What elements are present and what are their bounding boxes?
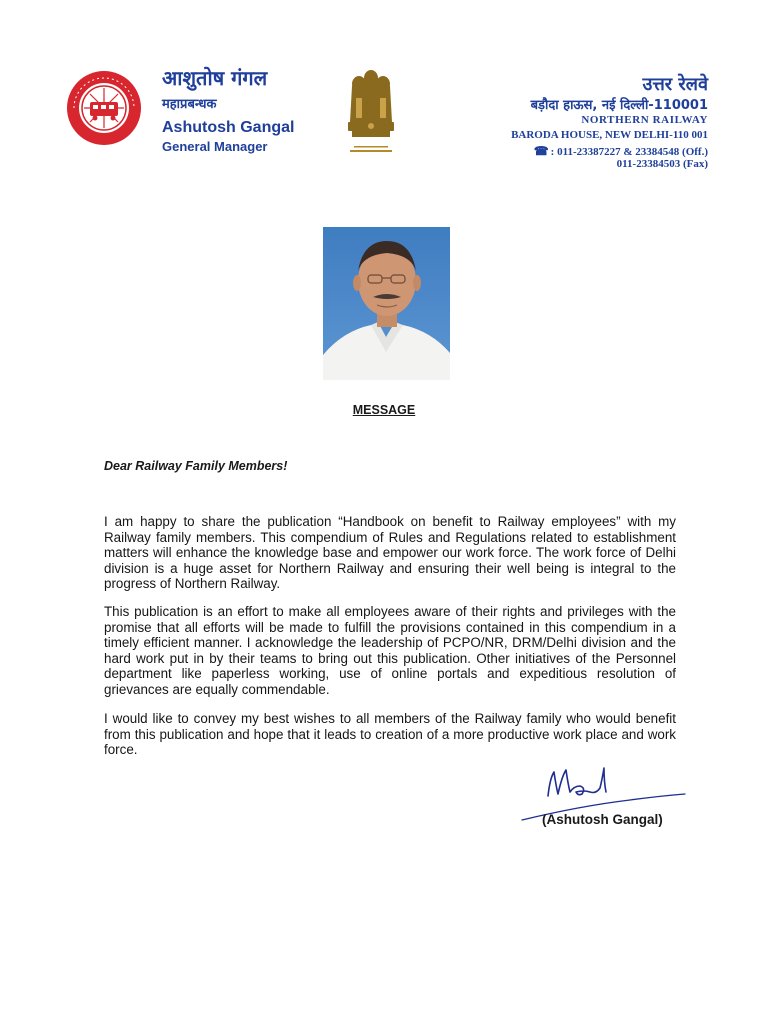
org-name-hindi: उत्तर रेलवे xyxy=(642,74,708,95)
fax-line: 011-23384503 (Fax) xyxy=(616,158,708,170)
state-emblem xyxy=(342,64,400,164)
salutation: Dear Railway Family Members! xyxy=(104,459,288,473)
officer-name: Ashutosh Gangal xyxy=(162,119,295,136)
officer-name-hindi: आशुतोष गंगल xyxy=(162,66,268,90)
phone-numbers: : 011-23387227 & 23384548 (Off.) xyxy=(550,146,708,158)
signatory-name: (Ashutosh Gangal) xyxy=(542,812,663,827)
message-paragraph: I am happy to share the publication “Handbook on benefit to Railway employees” with my Railway family members. This compendium of Rules and Regulations related to establishment matters will enhance the knowledge base and empower our work force. The work force of Delhi division is a huge asset for Northern Railway and ensuring their well being is integral to the progress of Northern Railway. xyxy=(104,514,676,592)
portrait-photo xyxy=(323,227,450,380)
telephone-icon: ☎ xyxy=(533,144,549,158)
phone-line xyxy=(534,144,708,159)
message-paragraph: This publication is an effort to make all employees aware of their rights and privileges with the promise that all efforts will be made to fulfill the provisions contained in this compendium in a timely efficient manner. I acknowledge the leadership of PCPO/NR, DRM/Delhi division and the hard work put in by their teams to bring out this publication. Other initiatives of the Personnel department like paperless working, use of online portals and expeditious resolution of grievances are equally commendable. xyxy=(104,604,676,697)
message-heading: MESSAGE xyxy=(352,403,416,417)
org-address: BARODA HOUSE, NEW DELHI-110 001 xyxy=(511,129,708,141)
officer-title-hindi: महाप्रबन्धक xyxy=(162,97,217,112)
org-address-hindi: बड़ौदा हाऊस, नई दिल्ली-110001 xyxy=(530,98,708,113)
message-paragraph: I would like to convey my best wishes to all members of the Railway family who would benefit from this publication and hope that it leads to creation of a more productive work place and work force. xyxy=(104,711,676,758)
org-name: NORTHERN RAILWAY xyxy=(581,114,708,126)
indian-railways-logo xyxy=(66,70,142,146)
officer-title: General Manager xyxy=(162,139,268,154)
